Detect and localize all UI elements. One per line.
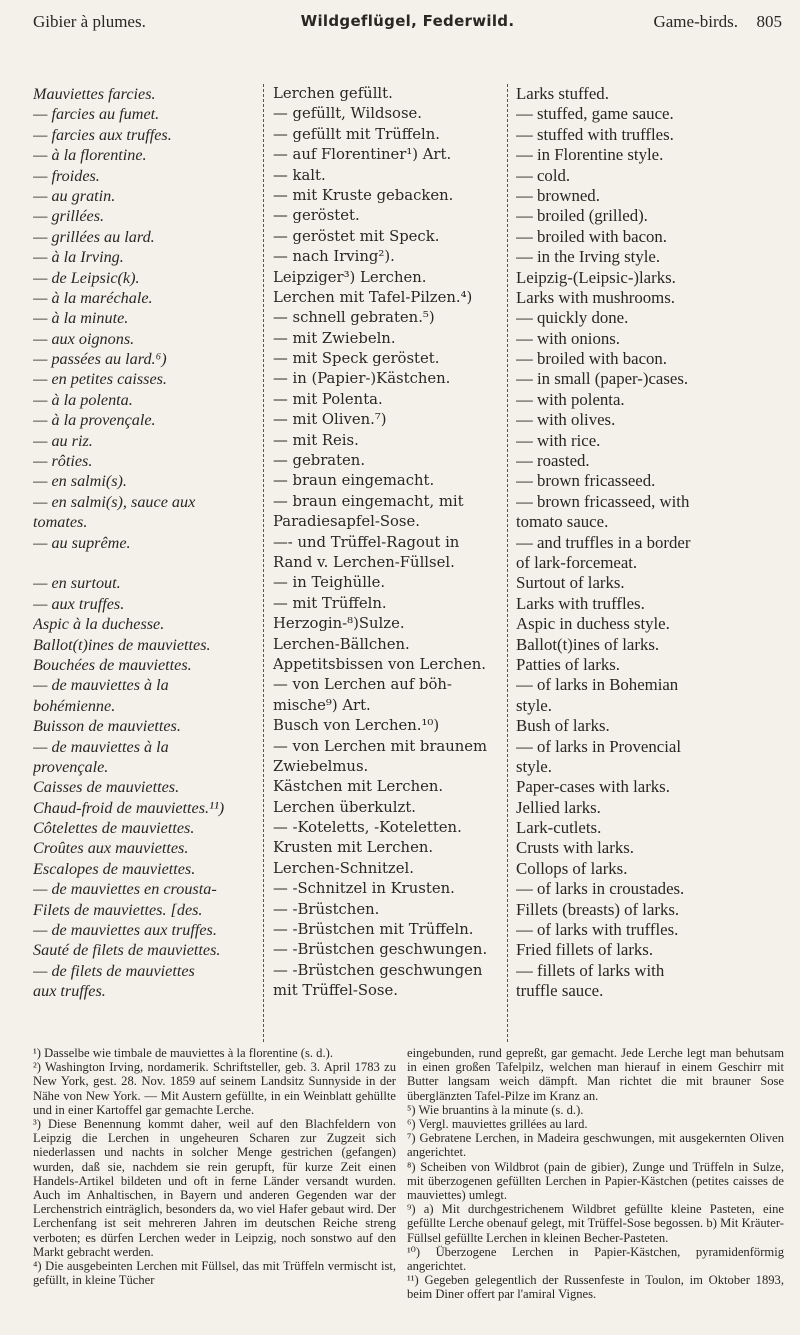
german-entry: — gefüllt mit Trüffeln. xyxy=(273,125,440,143)
german-entry: — in Teighülle. xyxy=(273,574,386,592)
french-entry: — au suprême. xyxy=(33,533,131,552)
german-column xyxy=(273,84,495,1002)
english-entry: — of larks in Provencial xyxy=(516,736,681,756)
french-entry: — passées au lard.⁶) xyxy=(33,350,167,369)
german-entry: Lerchen mit Tafel-Pilzen.⁴) xyxy=(273,288,473,306)
german-entry: — mit Speck geröstet. xyxy=(273,350,440,368)
english-entry: style. xyxy=(516,695,552,715)
french-entry: — aux oignons. xyxy=(33,329,135,348)
english-entry: — with polenta. xyxy=(516,389,625,409)
german-entry: — in (Papier-)Kästchen. xyxy=(273,370,451,388)
german-entry: — mit Zwiebeln. xyxy=(273,329,396,347)
footnote: ⁹) a) Mit durchgestrichenem Wildbret gefüllte kleine Pasteten, eine gefüllte Lerche obenauf gelegt, mit Trüffel-Sose begossen. b) Mit Kräuter-Füllsel gefüllte Lerchen in kleinen Becher-Pasteten. xyxy=(407,1202,784,1245)
footnote: ⁸) Scheiben von Wildbrot (pain de gibier), Zunge und Trüffeln in Sulze, mit überzogenen gefüllten Lerchen in Papier-Kästchen (petites caisses de mauviettes) umlegt. xyxy=(407,1159,784,1203)
english-entry: tomato sauce. xyxy=(516,512,609,532)
english-entry: Fried fillets of larks. xyxy=(516,940,654,960)
english-entry: Crusts with larks. xyxy=(516,838,634,858)
french-entry: — en salmi(s), sauce aux xyxy=(33,492,196,511)
english-entry: — of larks in croustades. xyxy=(516,879,685,899)
english-entry: of lark-forcemeat. xyxy=(516,552,638,572)
english-entry: Larks with truffles. xyxy=(516,593,645,613)
german-entry: Lerchen gefüllt. xyxy=(273,85,393,102)
english-entry: — in small (paper-)cases. xyxy=(516,369,689,389)
footnote: ¹⁰) Überzogene Lerchen in Papier-Kästchen, pyramidenförmig angerichtet. xyxy=(407,1244,784,1274)
english-entry: — broiled with bacon. xyxy=(516,226,667,246)
french-entry: — aux truffes. xyxy=(33,594,125,613)
german-entry: Leipziger³) Lerchen. xyxy=(273,268,427,286)
french-entry: — en petites caisses. xyxy=(33,370,167,389)
german-entry: — geröstet mit Speck. xyxy=(273,227,440,245)
german-entry: — mit Reis. xyxy=(273,431,359,449)
header-german-title: Wildgeflügel, Federwild. xyxy=(300,12,515,30)
french-entry: Sauté de filets de mauviettes. xyxy=(33,941,221,960)
french-entry: — à la minute. xyxy=(33,309,129,328)
german-entry: — -Brüstchen geschwungen. xyxy=(273,941,488,959)
column-divider xyxy=(507,84,508,1042)
french-entry: Croûtes aux mauviettes. xyxy=(33,839,189,858)
french-entry: bohémienne. xyxy=(33,696,116,715)
french-entry: Buisson de mauviettes. xyxy=(33,717,181,736)
german-entry: — braun eingemacht, mit xyxy=(273,492,464,510)
english-entry: — stuffed with truffles. xyxy=(516,124,674,144)
french-entry: Bouchées de mauviettes. xyxy=(33,655,192,674)
french-entry: — grillées au lard. xyxy=(33,227,155,246)
english-entry: Jellied larks. xyxy=(516,797,601,817)
german-entry: — von Lerchen mit braunem xyxy=(273,737,488,755)
german-entry: — mit Kruste gebacken. xyxy=(273,186,454,204)
german-entry: — auf Florentiner¹) Art. xyxy=(273,146,452,164)
footnote: ⁷) Gebratene Lerchen, in Madeira geschwungen, mit ausgekernten Oliven angerichtet. xyxy=(407,1131,784,1160)
french-entry: — au gratin. xyxy=(33,186,116,205)
french-entry: Caisses de mauviettes. xyxy=(33,778,180,797)
french-entry: tomates. xyxy=(33,513,88,532)
french-entry: — rôties. xyxy=(33,452,93,471)
english-entry: Fillets (breasts) of larks. xyxy=(516,899,680,919)
english-entry: Leipzig-(Leipsic-)larks. xyxy=(516,267,676,287)
english-entry: — of larks in Bohemian xyxy=(516,675,679,695)
german-entry: — kalt. xyxy=(273,166,326,184)
french-entry: — farcies au fumet. xyxy=(33,105,160,124)
french-entry: — de mauviettes aux truffes. xyxy=(33,921,217,940)
page-header xyxy=(33,12,782,42)
french-entry: aux truffes. xyxy=(33,982,106,1001)
english-entry: Larks with mushrooms. xyxy=(516,287,675,307)
german-entry: — mit Trüffeln. xyxy=(273,594,387,612)
footnote: ¹) Dasselbe wie timbale de mauviettes à la florentine (s. d.). xyxy=(33,1046,333,1060)
french-entry: — de mauviettes en crousta- xyxy=(33,880,217,899)
french-entry: Mauviettes farcies. xyxy=(33,85,156,103)
german-entry: — gefüllt, Wildsose. xyxy=(273,105,422,123)
english-entry: — and truffles in a border xyxy=(516,532,691,552)
german-entry: —- und Trüffel-Ragout in xyxy=(273,533,460,551)
german-entry: — schnell gebraten.⁵) xyxy=(273,309,435,327)
footnote: ²) Washington Irving, nordamerik. Schriftsteller, geb. 3. April 1783 zu New York, gest. 28. Nov. 1859 auf seinem Landsitz Sunnyside in der Nähe von New York. — Mit Austern gefüllte, in ein Weinblatt gehüllte und in einer Kartoffel gar gemachte Lerche. xyxy=(33,1060,396,1117)
german-entry: Krusten mit Lerchen. xyxy=(273,839,434,857)
english-entry: — with olives. xyxy=(516,410,616,430)
english-entry: — of larks with truffles. xyxy=(516,920,679,940)
french-entry: — à la provençale. xyxy=(33,411,156,430)
german-entry: Lerchen überkulzt. xyxy=(273,798,416,816)
german-entry: — -Brüstchen mit Trüffeln. xyxy=(273,921,474,939)
french-entry: — farcies aux truffes. xyxy=(33,125,172,144)
english-entry: Lark-cutlets. xyxy=(516,818,602,838)
french-entry: provençale. xyxy=(33,757,109,776)
german-entry: — -Koteletts, -Koteletten. xyxy=(273,819,462,837)
english-entry: — broiled (grilled). xyxy=(516,206,648,226)
french-entry: Côtelettes de mauviettes. xyxy=(33,819,195,838)
english-entry: — fillets of larks with xyxy=(516,960,665,980)
german-entry: — mit Oliven.⁷) xyxy=(273,411,387,429)
english-entry: truffle sauce. xyxy=(516,981,604,1001)
english-entry: — in the Irving style. xyxy=(516,247,661,267)
german-entry: — von Lerchen auf böh- xyxy=(273,676,452,694)
footnotes-right xyxy=(407,1046,784,1302)
german-entry: — braun eingemacht. xyxy=(273,472,435,490)
english-entry: Bush of larks. xyxy=(516,716,610,736)
german-entry: Lerchen-Bällchen. xyxy=(273,635,410,653)
german-entry: — -Brüstchen. xyxy=(273,900,380,918)
english-entry: — roasted. xyxy=(516,451,590,471)
french-column xyxy=(33,84,258,1002)
column-divider xyxy=(263,84,264,1042)
french-entry: — grillées. xyxy=(33,207,105,226)
german-entry: — nach Irving²). xyxy=(273,248,395,266)
english-entry: Surtout of larks. xyxy=(516,573,625,593)
french-entry: — de mauviettes à la xyxy=(33,737,169,756)
french-entry: — à la florentine. xyxy=(33,146,147,165)
footnote: eingebunden, rund gepreßt, gar gemacht. Jede Lerche legt man behutsam in einen großen Tafelpilz, welchen man hierauf in einem Geschirr mit Butter langsam weich dämpft. Man richtet die mit brauner Sose überglänzten Tafel-Pilze im Kranz an. xyxy=(407,1046,784,1103)
french-entry: — en salmi(s). xyxy=(33,472,127,491)
french-entry: Escalopes de mauviettes. xyxy=(33,859,196,878)
french-entry: — de filets de mauviettes xyxy=(33,961,195,980)
english-entry: — stuffed, game sauce. xyxy=(516,104,674,124)
footnote: ⁵) Wie bruantins à la minute (s. d.). xyxy=(407,1102,584,1117)
english-entry: — with onions. xyxy=(516,328,620,348)
english-entry: Collops of larks. xyxy=(516,858,628,878)
footnote: ¹¹) Gegeben gelegentlich der Russenfeste in Toulon, im Oktober 1893, beim Diner offert par l'amiral Vignes. xyxy=(407,1273,784,1302)
german-entry: — geröstet. xyxy=(273,207,360,225)
french-entry: — au riz. xyxy=(33,431,93,450)
french-entry: — à la maréchale. xyxy=(33,288,153,307)
german-entry: Zwiebelmus. xyxy=(273,757,369,775)
english-entry: style. xyxy=(516,756,552,776)
french-entry: — à la polenta. xyxy=(33,390,133,409)
german-entry: Lerchen-Schnitzel. xyxy=(273,859,414,877)
english-entry: Patties of larks. xyxy=(516,654,620,674)
french-entry xyxy=(33,553,258,573)
german-entry: mische⁹) Art. xyxy=(273,696,371,714)
german-entry: Rand v. Lerchen-Füllsel. xyxy=(273,553,455,571)
english-entry: — brown fricasseed. xyxy=(516,471,656,491)
german-entry: Herzogin-⁸)Sulze. xyxy=(273,615,405,633)
english-entry: Paper-cases with larks. xyxy=(516,777,670,797)
header-french-title: Gibier à plumes. xyxy=(33,12,146,31)
english-entry: — broiled with bacon. xyxy=(516,349,667,369)
footnote: ⁴) Die ausgebeinten Lerchen mit Füllsel, das mit Trüffeln vermischt ist, gefüllt, in kleine Tücher xyxy=(33,1259,396,1288)
english-entry: Aspic in duchess style. xyxy=(516,614,670,634)
german-entry: — gebraten. xyxy=(273,452,366,470)
french-entry: — en surtout. xyxy=(33,574,121,593)
footnotes-left xyxy=(33,1046,396,1287)
french-entry: Ballot(t)ines de mauviettes. xyxy=(33,635,211,654)
english-column xyxy=(516,84,788,1002)
english-entry: — cold. xyxy=(516,165,571,185)
footnote: ³) Diese Benennung kommt daher, weil auf den Blachfeldern von Leipzig die Lerchen in ungeheuren Scharen zur Zugzeit sich niederlassen und nachts in solcher Menge gestrichen (gefangen) wurden, daß sie, nachdem sie rein gerupft, für kurze Zeit einen Handels-Artikel bildeten und oft in ferne Länder versandt wurden. Auch im Anhaltischen, in Bayern und anderen Gegenden war der Lerchenstrich einträglich, besonders da, wo viel Hafer gebaut wird. Der Lerchenfang ist seit mehreren Jahren im deutschen Reiche streng verboten; es dürfen Lerchen weder in Leipzig, noch sonstwo auf den Markt gebracht werden. xyxy=(33,1117,396,1259)
page-number: 805 xyxy=(756,12,782,31)
german-entry: mit Trüffel-Sose. xyxy=(273,982,398,1000)
french-entry: — de Leipsic(k). xyxy=(33,268,140,287)
french-entry: Aspic à la duchesse. xyxy=(33,615,165,634)
french-entry: — à la Irving. xyxy=(33,248,124,267)
english-entry: — brown fricasseed, with xyxy=(516,491,690,511)
german-entry: — -Brüstchen geschwungen xyxy=(273,961,483,979)
english-entry: — in Florentine style. xyxy=(516,145,664,165)
german-entry: Kästchen mit Lerchen. xyxy=(273,778,444,796)
footnote: ⁶) Vergl. mauviettes grillées au lard. xyxy=(407,1117,588,1132)
french-entry: — froides. xyxy=(33,166,100,185)
english-entry: — with rice. xyxy=(516,430,601,450)
german-entry: Busch von Lerchen.¹⁰) xyxy=(273,717,440,735)
header-english-title: Game-birds. xyxy=(653,12,738,31)
german-entry: — -Schnitzel in Krusten. xyxy=(273,880,455,898)
english-entry: — browned. xyxy=(516,185,600,205)
french-entry: Filets de mauviettes. [des. xyxy=(33,900,203,919)
french-entry: — de mauviettes à la xyxy=(33,676,169,695)
english-entry: Larks stuffed. xyxy=(516,84,609,103)
english-entry: Ballot(t)ines of larks. xyxy=(516,634,660,654)
german-entry: Appetitsbissen von Lerchen. xyxy=(273,655,486,673)
english-entry: — quickly done. xyxy=(516,308,629,328)
german-entry: — mit Polenta. xyxy=(273,390,383,408)
german-entry: Paradiesapfel-Sose. xyxy=(273,513,420,531)
french-entry: Chaud-froid de mauviettes.¹¹) xyxy=(33,798,225,817)
